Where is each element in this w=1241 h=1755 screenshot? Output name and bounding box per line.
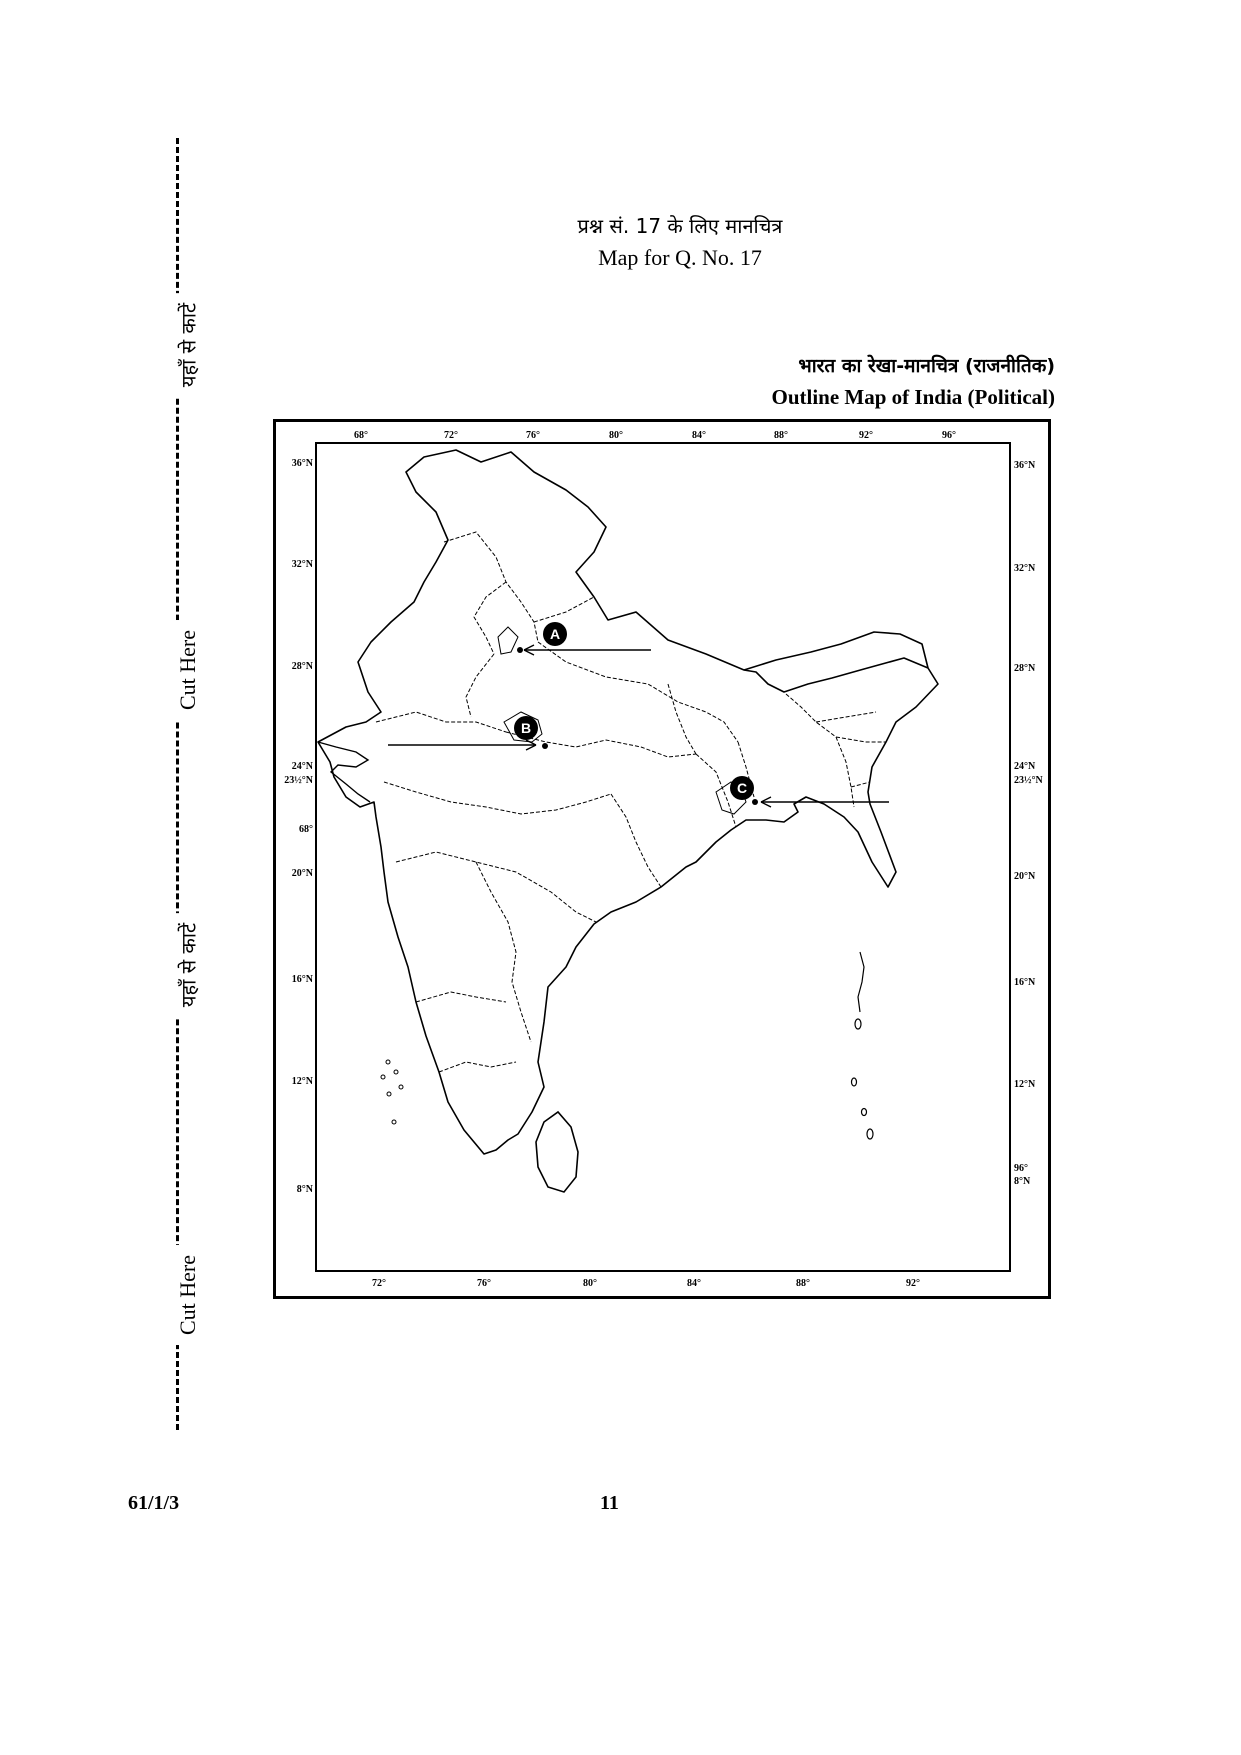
map-frame [273, 419, 1051, 1299]
question-heading-hindi: प्रश्न सं. 17 के लिए मानचित्र [577, 214, 783, 238]
page-number: 11 [600, 1492, 619, 1514]
tick-top-88: 88° [774, 430, 788, 441]
tick-top-92: 92° [859, 430, 873, 441]
tick-bottom-92: 92° [906, 1278, 920, 1289]
map-title: Outline Map of India (Political) [771, 385, 1055, 409]
tick-right-32n: 32°N [1014, 563, 1036, 574]
delhi-region [498, 627, 518, 654]
map-title-hindi: भारत का रेखा-मानचित्र (राजनीतिक) [798, 355, 1055, 377]
lakshadweep-islands [381, 1060, 403, 1124]
tick-bottom-80: 80° [583, 1278, 597, 1289]
cut-here-hindi-label-2: यहाँ से काटें [175, 913, 202, 1017]
tick-left-24n: 24°N [291, 761, 313, 772]
tick-right-36n: 36°N [1014, 460, 1036, 471]
map-inner-border [316, 443, 1010, 1271]
tick-left-32n: 32°N [291, 559, 313, 570]
tick-right-20n: 20°N [1014, 871, 1036, 882]
marker-c-label: C [736, 780, 748, 796]
tick-bottom-72: 72° [372, 1278, 386, 1289]
tick-top-68: 68° [354, 430, 368, 441]
cut-here-hindi-label-1: यहाँ से काटें [175, 293, 202, 397]
tick-right-23-5n: 23½°N [1014, 775, 1043, 786]
tick-left-16n: 16°N [291, 974, 313, 985]
marker-b [388, 716, 548, 750]
tick-right-8n: 8°N [1014, 1176, 1031, 1187]
tick-left-12n: 12°N [291, 1076, 313, 1087]
cut-here-label-2: Cut Here [175, 1245, 201, 1345]
marker-b-label: B [520, 720, 532, 736]
cut-here-label-1: Cut Here [175, 620, 201, 720]
tick-right-16n: 16°N [1014, 977, 1036, 988]
sri-lanka-outline [536, 1112, 578, 1192]
tick-top-96: 96° [942, 430, 956, 441]
tick-left-36n: 36°N [291, 458, 313, 469]
question-heading: Map for Q. No. 17 [598, 245, 762, 270]
tick-top-76: 76° [526, 430, 540, 441]
tick-left-23-5n: 23½°N [284, 775, 313, 786]
andaman-nicobar-islands [852, 952, 874, 1139]
paper-code: 61/1/3 [128, 1492, 180, 1514]
tick-right-12n: 12°N [1014, 1079, 1036, 1090]
tick-top-84: 84° [692, 430, 706, 441]
tick-right-24n: 24°N [1014, 761, 1036, 772]
tick-bottom-76: 76° [477, 1278, 491, 1289]
tick-right-28n: 28°N [1014, 663, 1036, 674]
india-outline-map [276, 422, 1048, 1296]
tick-right-96: 96° [1014, 1163, 1028, 1174]
tick-bottom-88: 88° [796, 1278, 810, 1289]
tick-left-28n: 28°N [291, 661, 313, 672]
tick-bottom-84: 84° [687, 1278, 701, 1289]
tick-left-8n: 8°N [296, 1184, 313, 1195]
northeast-outline [744, 632, 928, 670]
tick-top-72: 72° [444, 430, 458, 441]
marker-a-label: A [549, 626, 561, 642]
marker-c [730, 776, 889, 807]
tick-left-68: 68° [299, 824, 313, 835]
tick-left-20n: 20°N [291, 868, 313, 879]
tick-top-80: 80° [609, 430, 623, 441]
